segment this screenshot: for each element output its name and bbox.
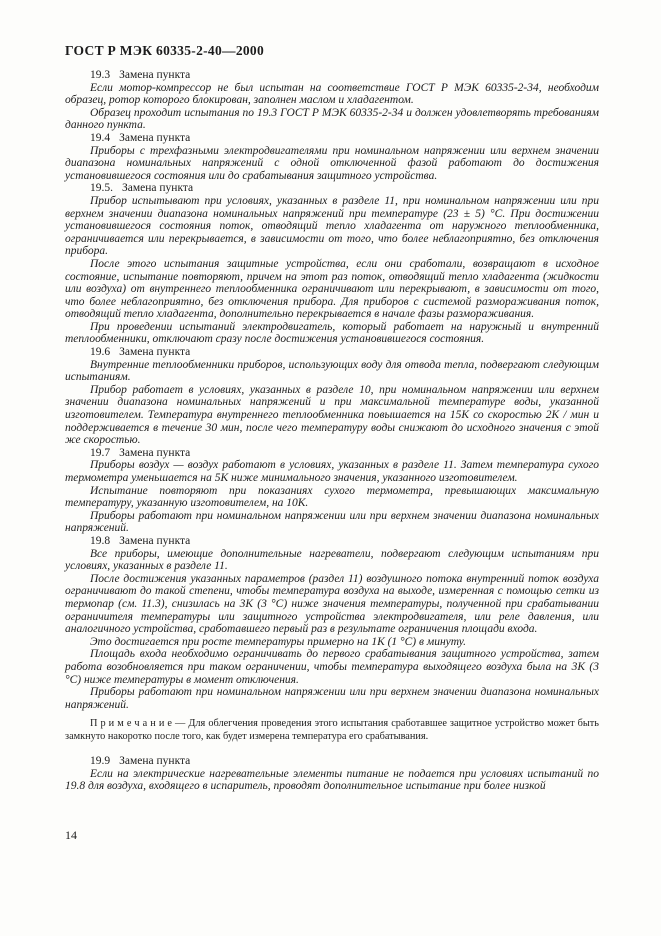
page-number: 14 xyxy=(65,828,77,842)
body-paragraph: После этого испытания защитные устройства, если они сработали, возвращают в исходное состояние, испытание повторяют, причем на этот раз поток, отводящий тепло хладагента (жидкости или воздуха) от внутреннего теплообменника ограничивают или перекрывают, в зависимости от того, что более неблагоприятно, без отключения прибора. Для приборов с системой размораживания поток, отводящий тепло хладагента, дополнительно перекрывается в начале фазы размораживания. xyxy=(65,257,599,321)
note-paragraph: П р и м е ч а н и е — Для облегчения проведения этого испытания сработавшее защитное устройство может быть замкнуто накоротко после того, как будет измерена температура его срабатывания. xyxy=(65,718,599,742)
section-number: 19.6 xyxy=(90,346,111,359)
section-title: Замена пункта xyxy=(119,346,191,359)
document-header-title: ГОСТ Р МЭК 60335-2-40—2000 xyxy=(65,43,265,58)
body-paragraph: Образец проходит испытания по 19.3 ГОСТ Р МЭК 60335-2-34 и должен удовлетворять требованиям данного пункта. xyxy=(65,106,599,132)
section-title: Замена пункта xyxy=(119,755,191,768)
body-paragraph: Приборы воздух — воздух работают в условиях, указанных в разделе 11. Затем температура сухого термометра уменьшается на 5К ниже минимального значения, указанного изготовителем. xyxy=(65,459,599,484)
section-heading xyxy=(65,346,599,359)
body-paragraph: Приборы работают при номинальном напряжении или при верхнем значении диапазона номинальных напряжений. xyxy=(65,509,599,535)
body-paragraph: Площадь входа необходимо ограничивать до первого срабатывания защитного устройства, затем работа возобновляется при таком ограничении, чтобы температура выходящего воздуха была на 3К (3 °С) ниже температуры в момент отключения. xyxy=(65,648,599,686)
section-heading xyxy=(65,69,599,82)
body-paragraph: Внутренние теплообменники приборов, использующих воду для отвода тепла, подвергают следующим испытаниям. xyxy=(65,358,599,384)
section-heading xyxy=(65,755,599,768)
body-paragraph: Если на электрические нагревательные элементы питание не подается при условиях испытаний по 19.8 для воздуха, входящего в испаритель, проводят дополнительное испытание при более низкой xyxy=(65,767,599,793)
section-number: 19.9 xyxy=(90,755,111,768)
section-heading xyxy=(65,132,599,145)
section-number: 19.7 xyxy=(90,446,111,459)
section-number: 19.5. xyxy=(90,182,113,195)
section-number: 19.3 xyxy=(90,69,111,81)
section-heading xyxy=(65,182,599,195)
body-paragraph: Прибор работает в условиях, указанных в разделе 10, при номинальном напряжении или верхнем значении диапазона номинальных напряжений и при максимальной температуре воды, указанной изготовителем. Температура внутреннего теплообменника повышается на 15К со скоростью 2К / мин и поддерживается в течение 30 мин, после чего температуру воды снижают до исходного значения с этой же скоростью. xyxy=(65,383,599,447)
section-title: Замена пункта xyxy=(119,446,191,459)
body-paragraph: Приборы с трехфазными электродвигателями при номинальном напряжении или верхнем значении диапазона номинальных напряжений с одной отключенной фазой работают до достижения установившегося состояния или до срабатывания защитного устройства. xyxy=(65,144,599,182)
section-title: Замена пункта xyxy=(119,131,191,144)
section-title: Замена пункта xyxy=(119,534,191,547)
body-paragraph: Приборы работают при номинальном напряжении или при верхнем значении диапазона номинальных напряжений. xyxy=(65,686,599,711)
body-paragraph: Это достигается при росте температуры примерно на 1К (1 °С) в минуту. xyxy=(90,635,467,648)
section-heading xyxy=(65,447,599,460)
section-title: Замена пункта xyxy=(119,69,191,81)
section-number: 19.4 xyxy=(90,131,111,144)
body-paragraph: После достижения указанных параметров (раздел 11) воздушного потока внутренний поток воздуха ограничивают до такой степени, чтобы температура воздуха на выходе, измеренная с помощью сетки из термопар (см. 11.3), снизилась на 3К (3 °С) ниже значения температуры, полученной при срабатывании ограничителя температуры или защитного устройства электродвигателя, или реле давления, или аналогичного устройства, сработавшего первый раз в результате ограничения площади входа. xyxy=(65,572,599,636)
body-paragraph: Испытание повторяют при показаниях сухого термометра, превышающих максимальную температуру, указанную изготовителем, на 10К. xyxy=(65,484,599,510)
section-title: Замена пункта xyxy=(122,182,194,195)
body-paragraph: При проведении испытаний электродвигатель, который работает на наружный и внутренний теплообменники, отключают сразу после достижения установившегося состояния. xyxy=(65,320,599,346)
body-paragraph: Все приборы, имеющие дополнительные нагреватели, подвергают следующим испытаниям при условиях, указанных в разделе 11. xyxy=(65,547,599,573)
section-heading xyxy=(65,535,599,548)
body-paragraph: Прибор испытывают при условиях, указанных в разделе 11, при номинальном напряжении или при верхнем значении диапазона номинальных напряжений при температуре (23 ± 5) °С. При достижении установившегося состояния поток, отводящий тепло хладагента от наружного теплообменника, ограничивается или перекрывается, в зависимости от того, что более неблагоприятно, без отключения прибора. xyxy=(65,194,599,258)
body-paragraph: Если мотор-компрессор не был испытан на соответствие ГОСТ Р МЭК 60335-2-34, необходим образец, ротор которого блокирован, заполнен маслом и хладагентом. xyxy=(65,81,599,107)
section-number: 19.8 xyxy=(90,534,111,547)
document-content xyxy=(65,69,599,793)
